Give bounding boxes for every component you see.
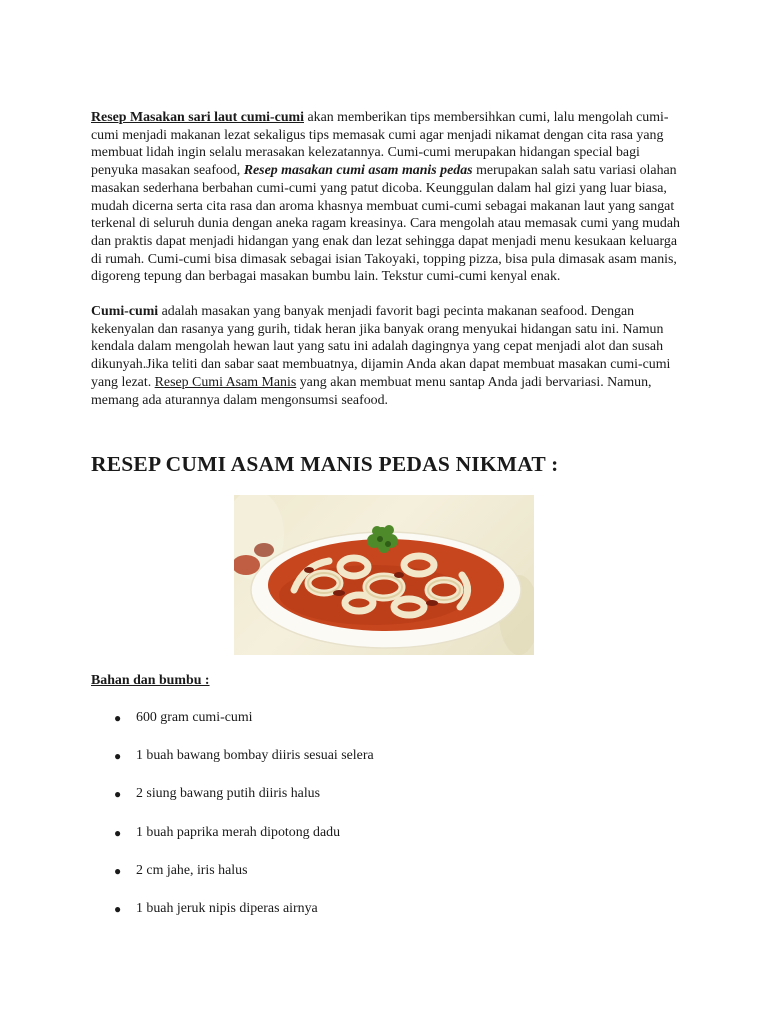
ingredients-heading: Bahan dan bumbu : <box>91 673 210 688</box>
bullet-icon: ● <box>114 711 122 725</box>
recipe-link[interactable]: Resep Masakan sari laut cumi-cumi <box>91 110 304 125</box>
bullet-icon: ● <box>114 825 122 840</box>
squid-dish-image <box>234 495 534 655</box>
recipe-heading: RESEP CUMI ASAM MANIS PEDAS NIKMAT : <box>91 452 559 476</box>
bold-term: Cumi-cumi <box>91 304 159 320</box>
ingredients-list <box>91 710 681 939</box>
intro-paragraph-1: Resep Masakan sari laut cumi-cumi akan memberikan tips membersihkan cumi, lalu mengolah cumi-cumi menjadi makanan lezat sekaligus tips memasak cumi agar menjadi nikamat dengan cita rasa yang membuat lidah ingin selalu merasakan kelezatannya. Cumi-cumi merupakan hidangan special bagi penyuka masakan seafood, Resep masakan cumi asam manis pedas merupakan salah satu variasi olahan masakan sederhana berbahan cumi-cumi yang patut dicoba. Keunggulan dalam hal gizi yang luar biasa, mudah dicerna serta cita rasa dan aroma khasnya membuat cumi-cumi sebagai makanan laut yang sangat terkenal di seluruh dunia dengan aneka ragam kreasinya. Cara mengolah atau memasak cumi yang mudah dan praktis dapat menjadi hidangan yang enak dan lezat sehingga dapat menjadi menu kesukaan keluarga di rumah. Cumi-cumi bisa dimasak sebagai isian Takoyaki, topping pizza, bisa pula dimasak asam manis, digoreng tepung dan berbagai masakan bumbu lain. Tekstur cumi-cumi kenyal enak. <box>91 110 680 285</box>
intro-paragraph-2: Cumi-cumi adalah masakan yang banyak menjadi favorit bagi pecinta makanan seafood. Dengan kekenyalan dan rasanya yang gurih, tidak heran jika banyak orang menyukai hidangan satu ini. Namun kendala dalam mengolah hewan laut yang satu ini adalah dagingnya yang cepat menjadi alot dan susah dikunyah.Jika teliti dan sabar saat membuatnya, dijamin Anda akan dapat membuat masakan cumi-cumi yang lezat. Resep Cumi Asam Manis yang akan membuat menu santap Anda jadi bervariasi. Namun, memang ada aturannya dalam mengonsumsi seafood. <box>91 304 671 408</box>
list-item: ● 2 siung bawang putih diiris halus <box>114 786 321 802</box>
bullet-icon: ● <box>114 863 122 878</box>
bullet-icon: ● <box>114 901 122 916</box>
list-item: ● 600 gram cumi-cumi <box>114 710 253 725</box>
list-item: ● 1 buah bawang bombay diiris sesuai selera <box>114 748 374 764</box>
emphasis-text: Resep masakan cumi asam manis pedas <box>243 163 473 179</box>
recipe-photo <box>234 495 534 655</box>
cumi-asam-manis-link[interactable]: Resep Cumi Asam Manis <box>154 374 297 390</box>
list-item: ● 1 buah paprika merah dipotong dadu <box>114 824 341 840</box>
bullet-icon: ● <box>114 749 122 764</box>
list-item: ● 2 cm jahe, iris halus <box>114 862 248 878</box>
list-item: ● 1 buah jeruk nipis diperas airnya <box>114 900 318 916</box>
intro-text <box>91 109 681 409</box>
bullet-icon: ● <box>114 787 122 802</box>
